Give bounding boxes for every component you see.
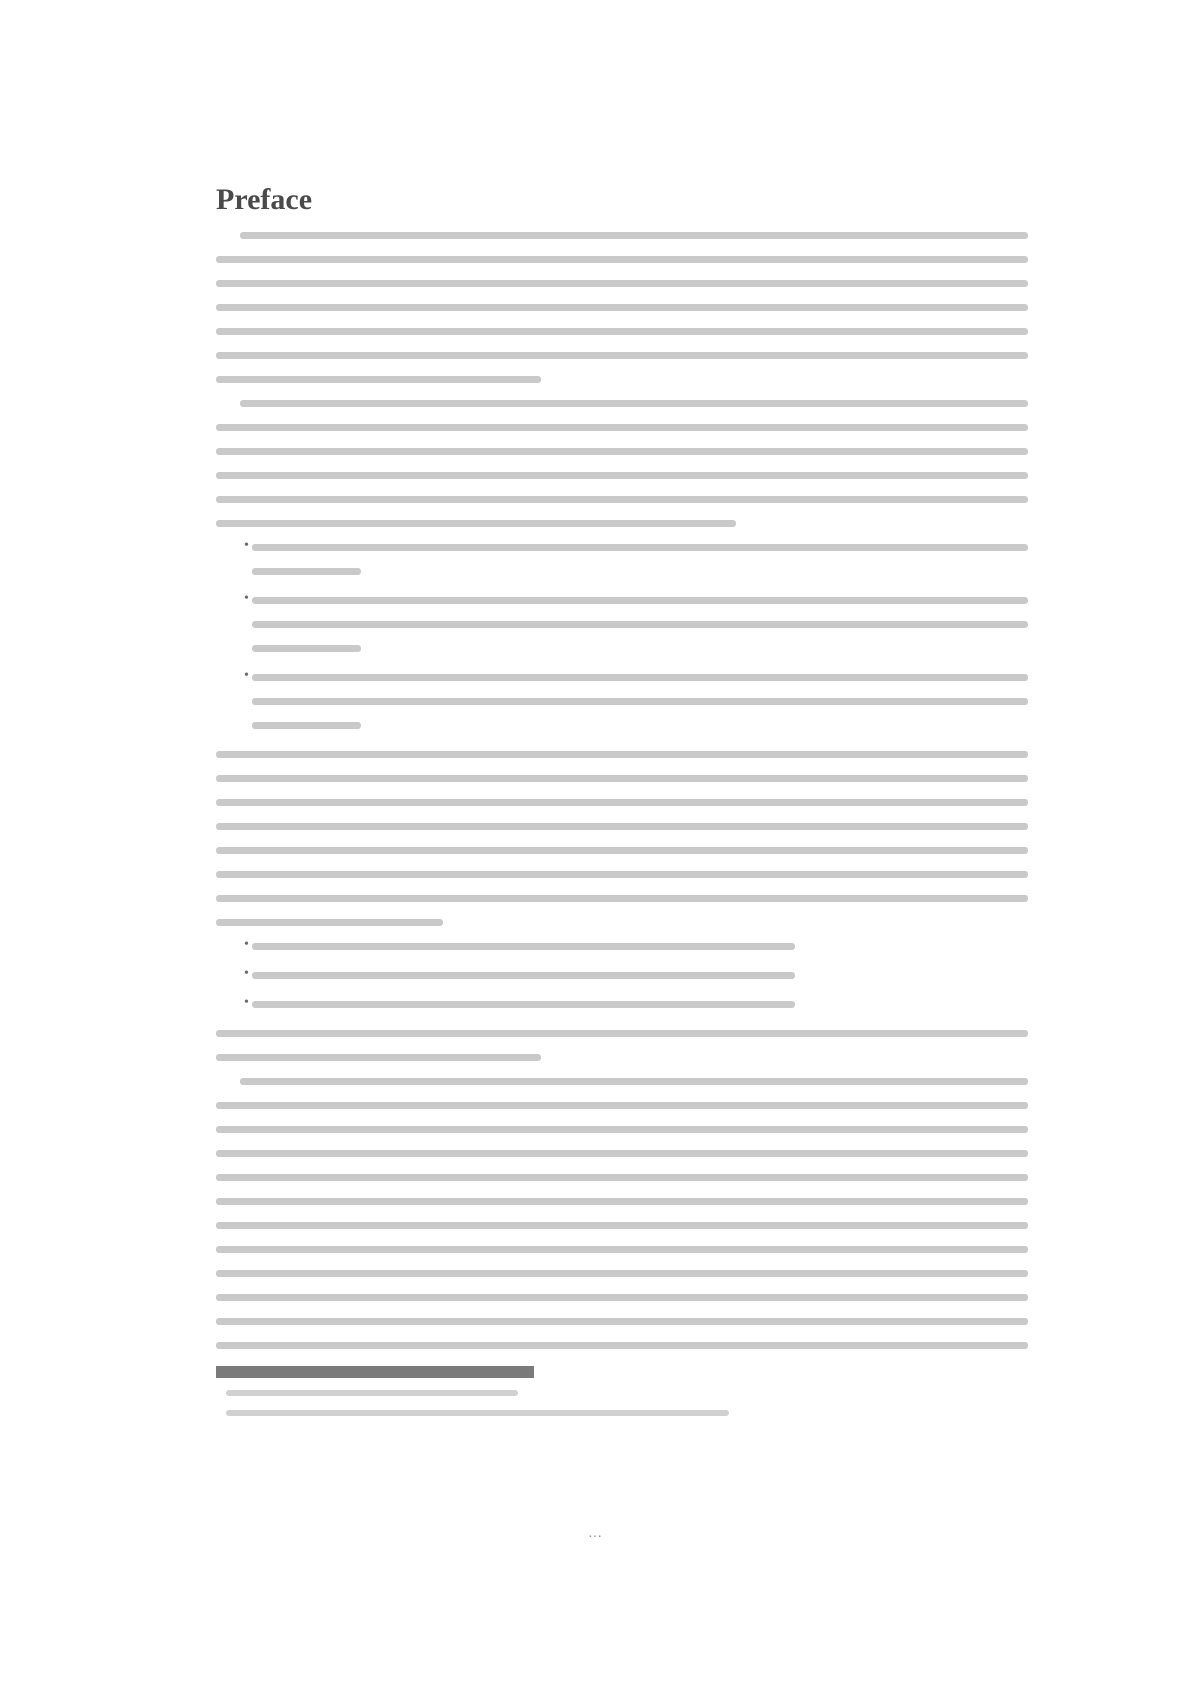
paragraph-5 (216, 1078, 1028, 1349)
text-line (216, 1270, 1028, 1277)
paragraph-3 (216, 751, 1028, 926)
text-line (216, 1294, 1028, 1301)
list-item (216, 937, 1028, 952)
text-line (216, 1246, 1028, 1253)
bullet-list-2 (216, 937, 1028, 1010)
text-line (216, 895, 1028, 902)
footnote-rule (216, 1366, 534, 1378)
text-line (240, 1078, 1028, 1085)
text-line (252, 943, 795, 950)
page-title: Preface (216, 183, 313, 216)
bullet-icon: • (244, 995, 249, 1010)
text-line (252, 621, 1028, 628)
text-line (216, 1342, 1028, 1349)
paragraph-1 (216, 232, 1028, 383)
text-line (216, 424, 1028, 431)
text-line (216, 1126, 1028, 1133)
bullet-icon: • (244, 668, 249, 683)
text-line (252, 722, 361, 729)
text-line (240, 400, 1028, 407)
text-line (216, 1054, 541, 1061)
list-item (216, 668, 1028, 729)
text-line (216, 1174, 1028, 1181)
list-item (216, 995, 1028, 1010)
text-line (216, 775, 1028, 782)
text-line (216, 1102, 1028, 1109)
text-line (216, 256, 1028, 263)
text-line (216, 352, 1028, 359)
text-line (216, 472, 1028, 479)
list-item (216, 591, 1028, 652)
text-line (216, 1222, 1028, 1229)
text-line (252, 698, 1028, 705)
text-line (216, 304, 1028, 311)
text-line (216, 847, 1028, 854)
text-line (252, 568, 361, 575)
text-line (216, 799, 1028, 806)
text-line (216, 919, 443, 926)
text-line (216, 751, 1028, 758)
text-line (240, 232, 1028, 239)
text-line (252, 597, 1028, 604)
text-line (216, 520, 736, 527)
text-line (216, 1318, 1028, 1325)
footnote-line (226, 1390, 518, 1396)
text-line (216, 823, 1028, 830)
list-item (216, 538, 1028, 575)
text-line (252, 972, 795, 979)
list-item (216, 966, 1028, 981)
bullet-icon: • (244, 937, 249, 952)
text-line (216, 280, 1028, 287)
text-line (252, 1001, 795, 1008)
document-page (216, 180, 1028, 1430)
text-line (252, 645, 361, 652)
text-line (216, 496, 1028, 503)
text-line (216, 871, 1028, 878)
text-line (252, 544, 1028, 551)
bullet-icon: • (244, 591, 249, 606)
footnote-line (226, 1410, 729, 1416)
text-line (216, 448, 1028, 455)
text-line (216, 328, 1028, 335)
text-line (216, 1150, 1028, 1157)
text-line (216, 1198, 1028, 1205)
footnotes (216, 1390, 1028, 1416)
bullet-icon: • (244, 538, 249, 553)
paragraph-2 (216, 400, 1028, 527)
text-line (216, 376, 541, 383)
page-number: ··· (588, 1530, 602, 1545)
text-line (216, 1030, 1028, 1037)
text-line (252, 674, 1028, 681)
paragraph-4 (216, 1030, 1028, 1061)
bullet-list-1 (216, 538, 1028, 729)
bullet-icon: • (244, 966, 249, 981)
